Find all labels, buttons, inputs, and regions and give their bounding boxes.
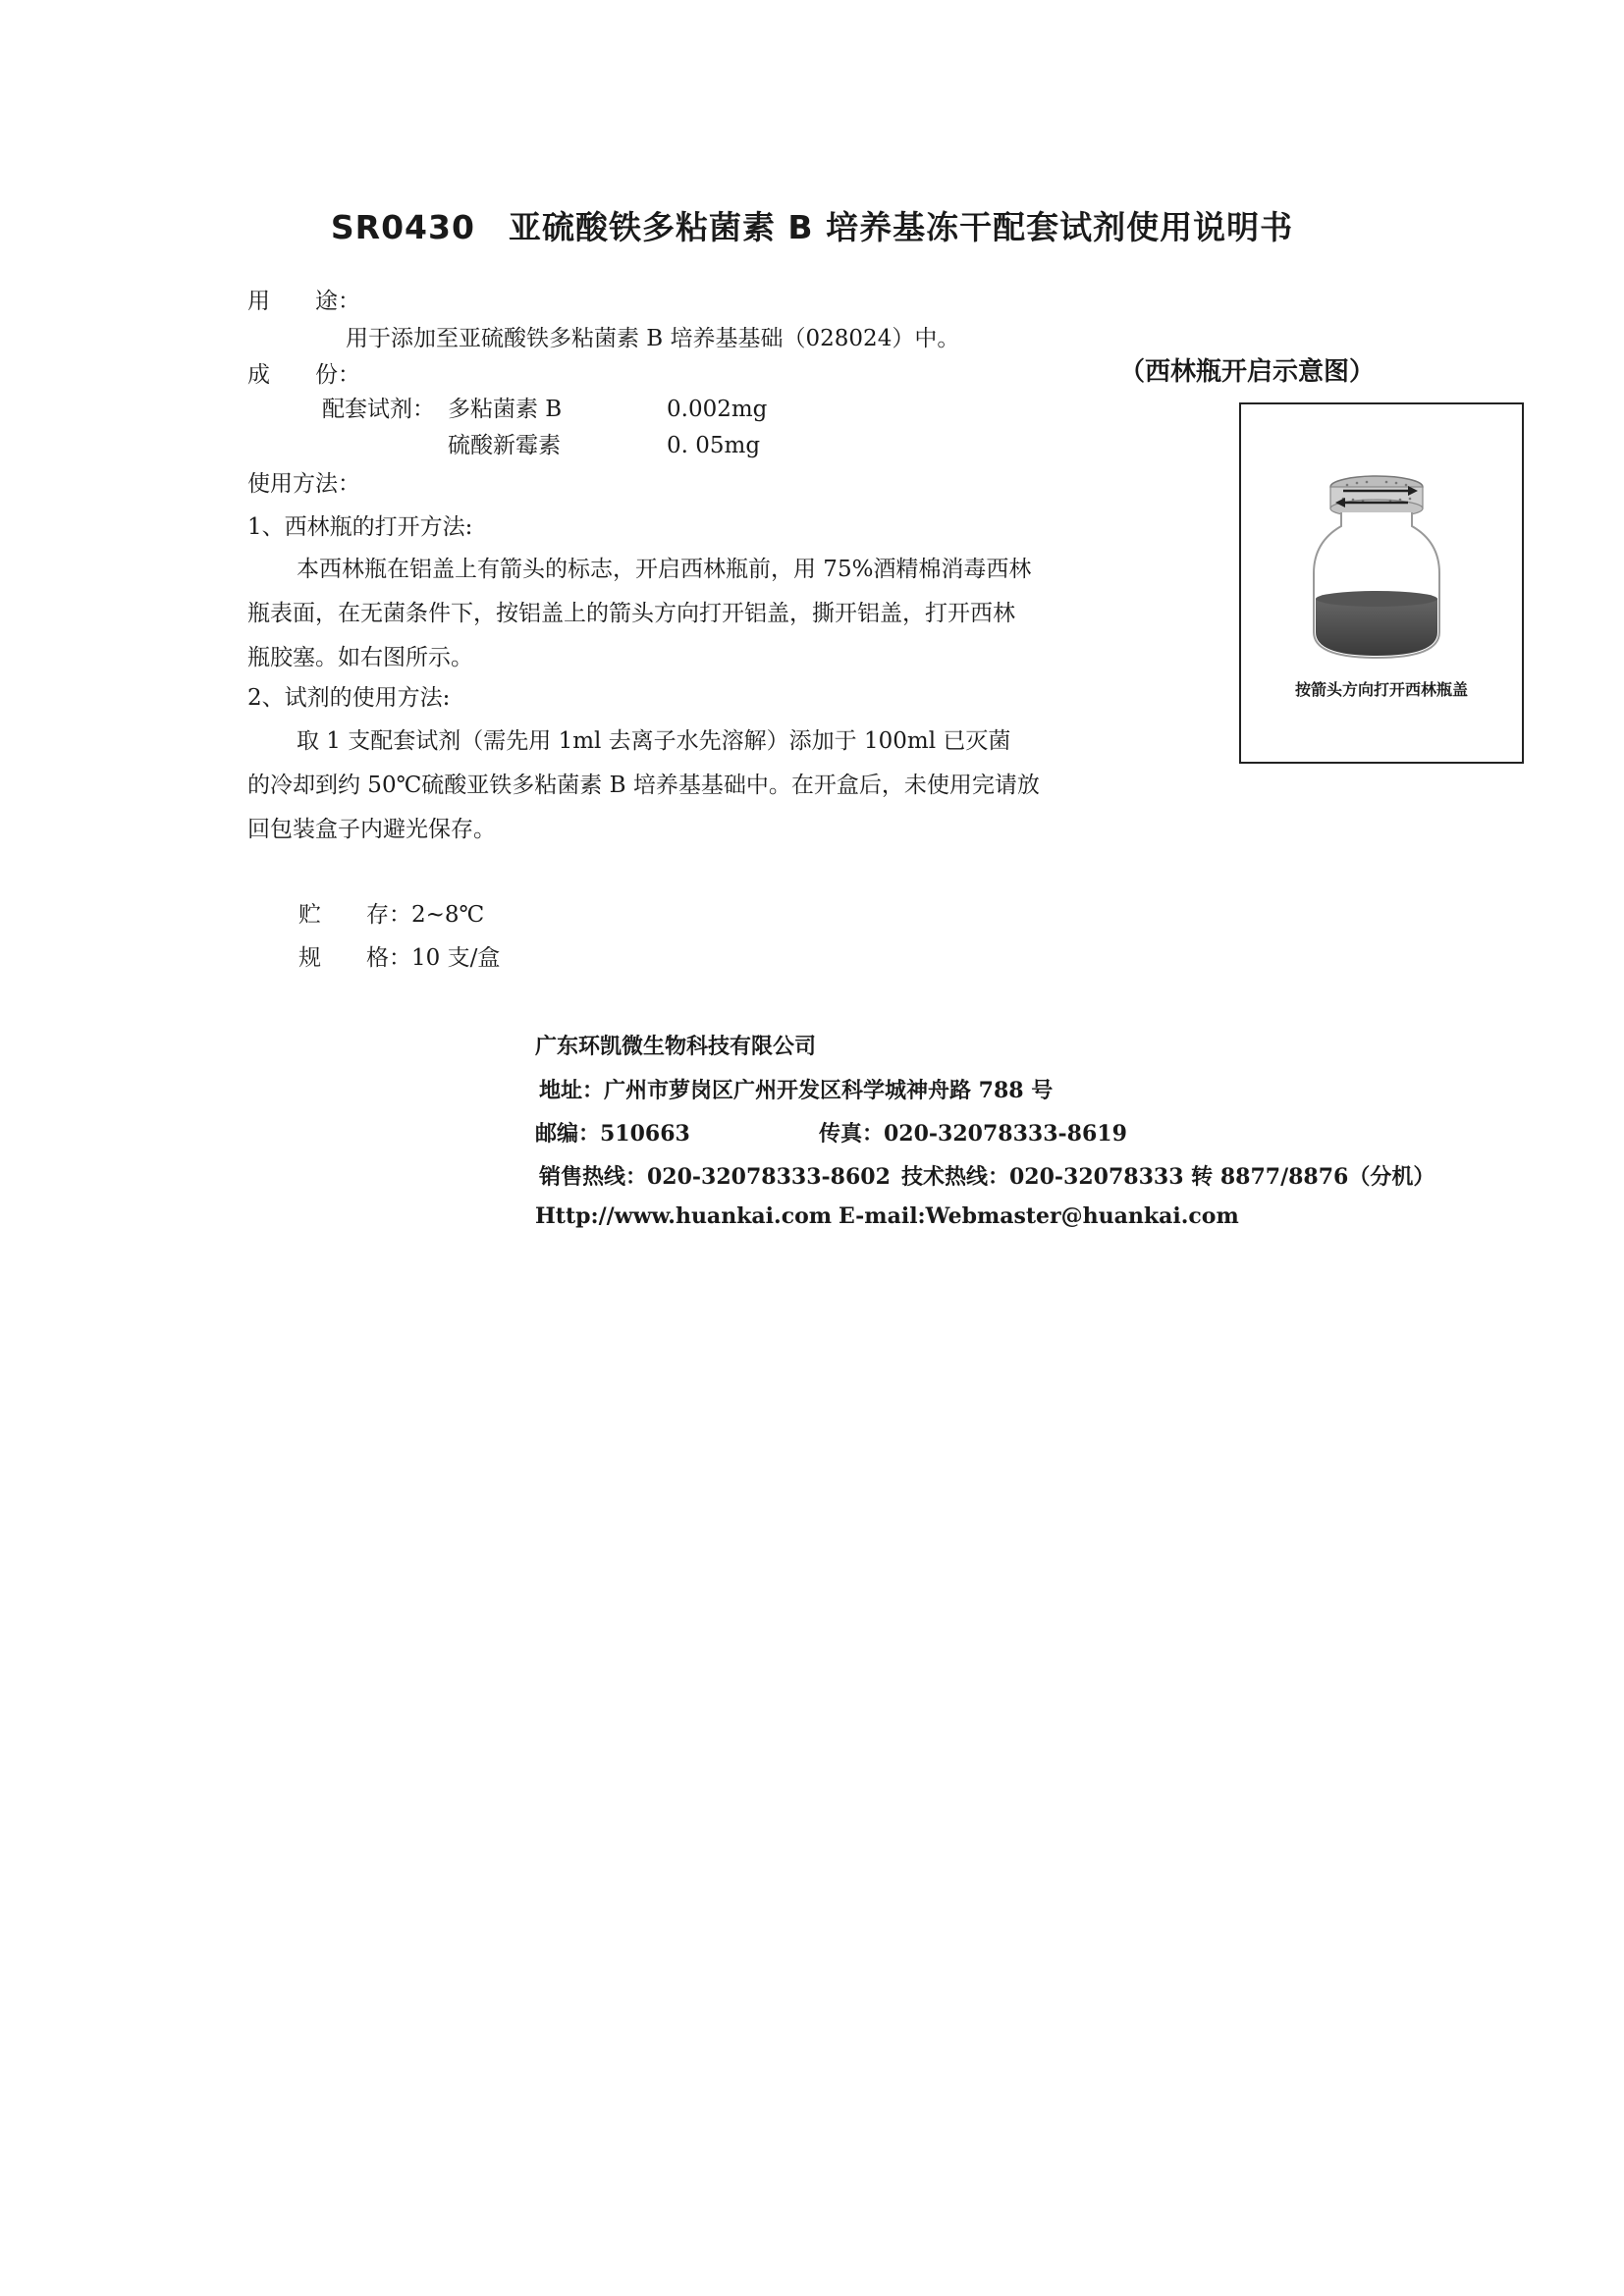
storage-label: 贮 存： (298, 902, 411, 928)
vial-with-arrow-cap-icon (1241, 404, 1522, 762)
paragraph-line: 瓶胶塞。如右图所示。 (247, 645, 473, 670)
step1-paragraph (247, 548, 1111, 680)
spec-value: 10 支/盒 (411, 945, 501, 971)
spec-row (298, 943, 500, 973)
composition-label: 成 份： (247, 362, 360, 388)
figure-caption: （西林瓶开启示意图） (1119, 357, 1376, 387)
paragraph-line: 瓶表面，在无菌条件下，按铝盖上的箭头方向打开铝盖，撕开铝盖，打开西林 (247, 601, 1015, 626)
figure-inner-label: 按箭头方向打开西林瓶盖 (1294, 680, 1468, 699)
spec-label: 规 格： (298, 945, 411, 971)
company-name: 广东环凯微生物科技有限公司 (535, 1034, 817, 1059)
kit-label: 配套试剂： (322, 397, 435, 422)
company-fax: 传真：020-32078333-8619 (819, 1121, 1127, 1147)
storage-row (298, 900, 484, 930)
ingredient-name: 硫酸新霉素 (448, 433, 561, 458)
step1-title: 1、西林瓶的打开方法: (247, 514, 473, 540)
ingredient-amount: 0.002mg (667, 397, 768, 422)
company-website: Http://www.huankai.com (535, 1203, 833, 1229)
ingredient-amount: 0. 05mg (667, 433, 761, 458)
step2-paragraph (247, 720, 1131, 852)
company-postcode: 邮编：510663 (535, 1121, 690, 1147)
purpose-text: 用于添加至亚硫酸铁多粘菌素 B 培养基基础（028024）中。 (346, 326, 960, 351)
paragraph-line: 回包装盒子内避光保存。 (247, 817, 496, 842)
company-address: 地址：广州市萝岗区广州开发区科学城神舟路 788 号 (539, 1078, 1054, 1103)
product-code: SR0430 (330, 208, 475, 246)
usage-label: 使用方法： (247, 471, 360, 497)
step2-title: 2、试剂的使用方法: (247, 685, 451, 711)
purpose-label: 用 途： (247, 289, 360, 314)
paragraph-line: 取 1 支配套试剂（需先用 1ml 去离子水先溶解）添加于 100ml 已灭菌 (297, 728, 1011, 754)
paragraph-line: 的冷却到约 50℃硫酸亚铁多粘菌素 B 培养基基础中。在开盒后，未使用完请放 (247, 773, 1040, 798)
document-title (0, 202, 1624, 248)
ingredient-name: 多粘菌素 B (448, 397, 563, 422)
company-sales-hotline: 销售热线：020-32078333-8602 (539, 1164, 891, 1190)
vial-figure (1239, 402, 1524, 764)
storage-value: 2~8℃ (411, 902, 485, 928)
company-tech-hotline: 技术热线：020-32078333 转 8877/8876（分机） (901, 1164, 1435, 1190)
paragraph-line: 本西林瓶在铝盖上有箭头的标志，开启西林瓶前，用 75%酒精棉消毒西林 (297, 557, 1032, 582)
company-email: E-mail:Webmaster@huankai.com (839, 1203, 1239, 1229)
product-name: 亚硫酸铁多粘菌素 B 培养基冻干配套试剂使用说明书 (508, 208, 1294, 246)
